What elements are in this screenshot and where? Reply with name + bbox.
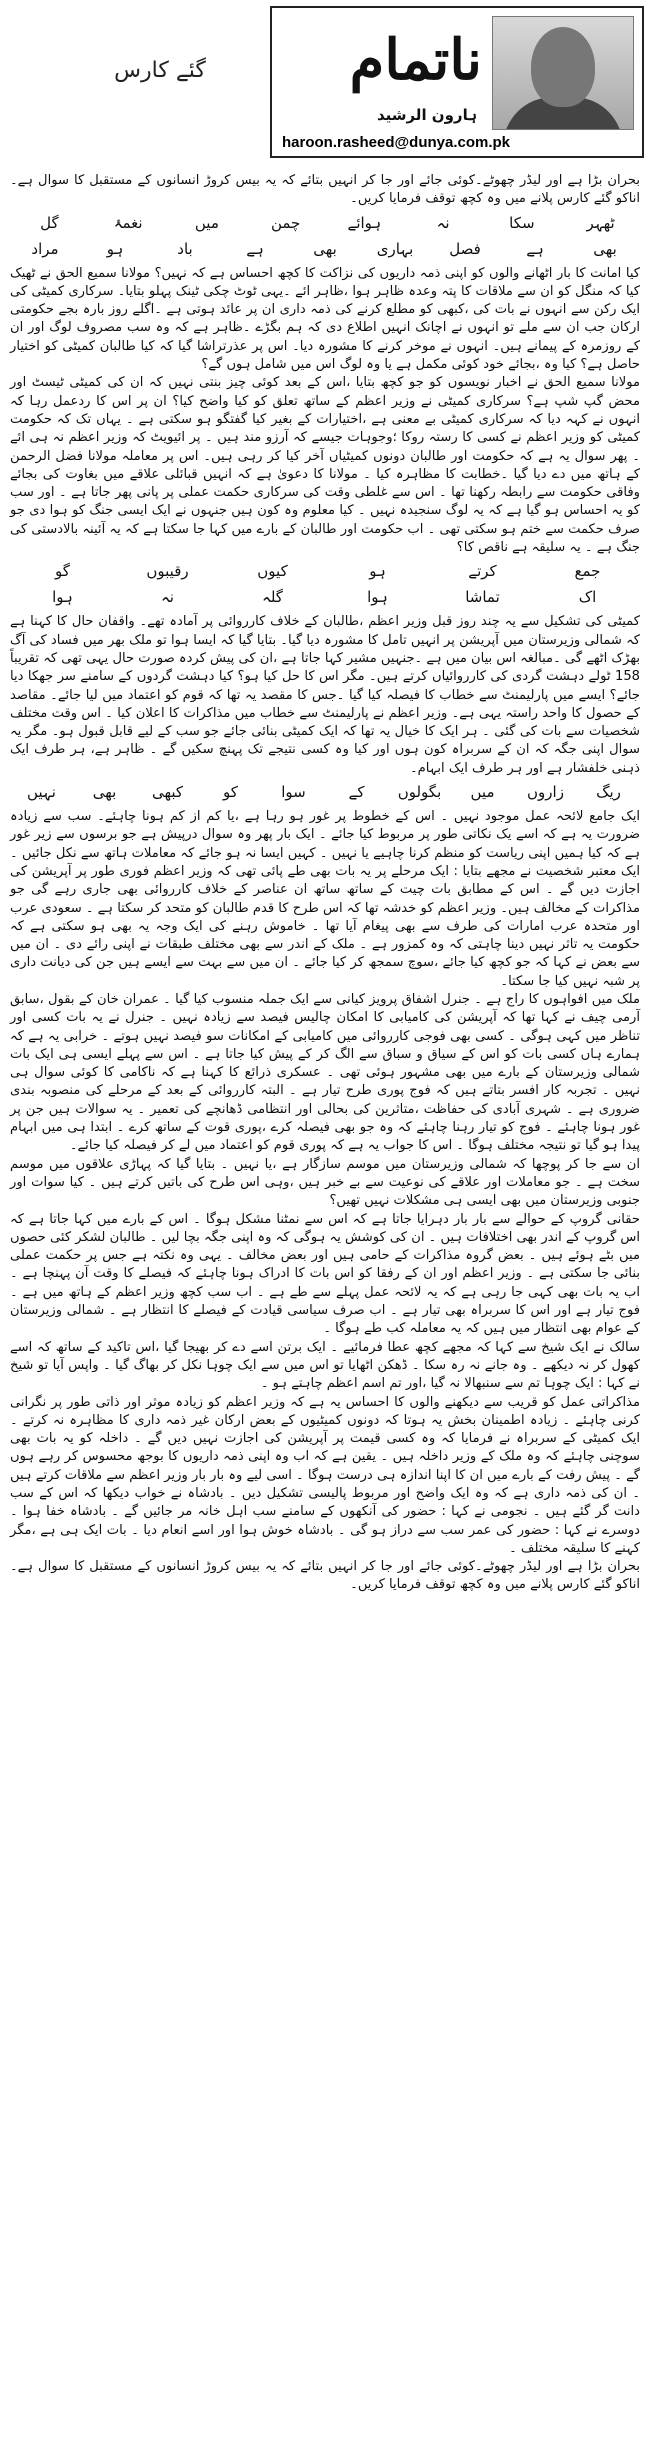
verse-word: ہے bbox=[526, 239, 544, 258]
author-name: ہارون الرشید bbox=[376, 106, 477, 124]
verse-word: رقیبوں bbox=[146, 562, 189, 581]
verse-word: بھی bbox=[92, 783, 117, 802]
article-headline: گئے کارس bbox=[114, 58, 206, 83]
author-photo bbox=[492, 16, 634, 130]
paragraph: ملک میں افواہوں کا راج ہے ۔ جنرل اشفاق پرویز کیانی سے ایک جملہ منسوب کیا گیا ۔ عمران خان کے بقول ،سابق آرمی چیف نے کہا تھا کہ آپریشن کی کامیابی کا امکان چالیس فیصد سے زیادہ نہیں ۔ جنرل نے یہ بات کسی اور تناظر میں کہی ہوگی ۔ کسی بھی فوجی کارروائی میں کامیابی کے امکانات سو فیصد نہیں ہوتے ۔ خرابی یہ ہے کہ ہمارے ہاں کسی بات کو اس کے سیاق و سباق سے الگ کر کے پیش کیا جاتا ہے ۔ اس سے پہلے ایسی ہی ایک بات شمالی وزیرستان کے بارے میں بھی مشہور ہوئی تھی ۔ عسکری ذرائع کا کہنا ہے کہ ناکامی کا کوئی سوال ہی نہیں ۔ تجربہ کار افسر بتاتے ہیں کہ فوج پوری طرح تیار ہے ۔ البتہ کارروائی کے بعد کے مرحلے کی منصوبہ بندی ضروری ہے ۔ شہری آبادی کی حفاظت ،متاثرین کی بحالی اور انتظامی ڈھانچے کی تعمیر ۔ یہ سوالات ہیں جن پر غور ہونا چاہئے ۔ فوج کو تیار رہنا چاہئے کہ وہ جو بھی فیصلہ کرے ،پوری قوت کے ساتھ کرے ۔ ابتدا ہی میں ابہام پیدا ہو گیا تو نتیجہ مختلف ہوگا ۔ اس کا جواب یہ ہے کہ پوری قوم کو اعتماد میں لے کر فیصلہ کیا جائے۔ bbox=[10, 991, 640, 1154]
paragraph: مولانا سمیع الحق نے اخبار نویسوں کو جو کچھ بتایا ،اس کے بعد کوئی چیز بنتی نہیں کہ ان کی کمیٹی ٹیسٹ اور محض گپ شپ ہے؟ سرکاری کمیٹی نے وزیر اعظم کے ساتھ تعلق کو کیا واضح کیا؟ ان پر اس کا ردعمل رہا کہ انہوں نے کہہ دیا کہ سرکاری کمیٹی بے معنی ہے ،اختیارات کے بغیر کیا گفتگو ہو سکتی ہے ۔ یہاں تک کہ حکومت کمیٹی کو وزیر اعظم نے کسی کا رستہ روکا ؛وجوہات جیسے کہ آرزو مند ہیں ۔ پر ائیویٹ کہ وزیر اعظم نہ ہی ائے ۔ پھر سوال یہ ہے کہ حکومت اور طالبان دونوں کمیٹیاں آخر کیا کر رہی ہیں۔ اس پر معاملہ مولانا فضل الرحمن کے ہاتھ میں دے دیا گیا ۔خطابت کا مظاہرہ کیا ۔ مولانا کا دعویٰ ہے کہ انہیں قبائلی علاقے میں بغاوت کی بجائے وفاقی حکومت سے رابطہ رکھنا تھا ۔ اس سے غلطی وقت کی سرکاری حکمت عملی پر پانی پھر جاتا ہے ۔ اور سب کو یہ احساس ہو گیا ہے کہ یہ لوگ سنجیدہ نہیں ۔ کیا معلوم وہ کون ہیں جنہوں نے ایک ایسی جنگ کو ہوا دی جو صرف حکمت سے ختم ہو سکتی تھی ۔ اب حکومت اور طالبان کے بارے میں کہا جا سکتا ہے کہ یہ آئینہ بالادستی کی جنگ ہے ۔ یہ سلیقہ ہے ناقص کا؟ bbox=[10, 375, 640, 556]
verse-word: کو bbox=[223, 783, 238, 802]
paragraph: کمیٹی کی تشکیل سے یہ چند روز قبل وزیر اعظم ،طالبان کے خلاف کارروائی پر آمادہ تھے۔ واقفان حال کا کہنا ہے کہ شمالی وزیرستان میں آپریشن پر انہیں تامل کا مشورہ دیا گیا۔ بتایا گیا کہ ایسا ہوا تو ملک بھر میں فساد کی آگ بھڑک اٹھے گی ۔مبالغہ اس بیان میں ہے ۔جنہیں مشیر کہا جاتا ہے ،ان کی پیش کردہ صورت حال یہی تھی کہ تقریباً 158 ٹولے دہشت گردی کی کارروائیاں کرتے ہیں۔ مگر اس کا حل کیا ہو؟ کیا دہشت گردوں کے سامنے سر جھکا دیا جائے؟ ایسے میں پارلیمنٹ سے خطاب کا فیصلہ کیا گیا ۔جس کا مقصد یہ تھا کہ قوم کو اعتماد میں لیا جائے۔ مقاصد کے حصول کا واحد راستہ یہی ہے۔ وزیر اعظم نے پارلیمنٹ سے خطاب میں مذاکرات کا اعلان کیا ۔ اس وقت مختلف شخصیات سے بات کی گئی ۔ ہر ایک کا خیال یہ تھا کہ ایک کمیٹی بنائی جائے جو سب کے لیے قابل قبول ہو۔ مگر یہ سوال اپنی جگہ کہ ان کے سربراہ کون ہوں اور کیا وہ کسی نتیجے تک پہنچ سکیں گے ۔ ظاہر ہے، ہر طرف ایک ذہنی خلفشار ہے اور ہر طرف ایک ابہام۔ bbox=[10, 614, 640, 776]
verse-block-3 bbox=[10, 782, 640, 802]
paragraph: ان سے جا کر پوچھا کہ شمالی وزیرستان میں موسم سازگار ہے ،یا نہیں ۔ بتایا گیا کہ پہاڑی علاقوں میں موسم سخت ہے ۔ جو معاملات اور علاقے کی نوعیت سے بے خبر ہیں ،وہی اس طرح کی باتیں کرتے ہیں ۔ کیا سوات اور جنوبی وزیرستان میں بھی ایسی ہی مشکلات نہیں تھیں؟ bbox=[10, 1156, 640, 1209]
verse-word: نغمۂ bbox=[113, 213, 143, 232]
paragraph: ایک جامع لائحہ عمل موجود نہیں ۔ اس کے خطوط پر غور ہو رہا ہے ،یا کم از کم ہونا چاہئے۔ سب سے زیادہ ضرورت یہ ہے کہ اسے یک نکاتی طور پر مربوط کیا جائے ۔ ایک بار پھر وہ سوال درپیش ہے جو برسوں سے زیر غور ہے کہ کیا ہمیں اپنی ریاست کو منظم کرنا چاہیے یا نہیں ۔ کہیں ایسا نہ ہو جائے کہ معاملات ہاتھ سے نکل جائیں ۔ ایک معتبر شخصیت نے مجھے بتایا : ایک مرحلے پر یہ بات بھی طے پائی تھی کہ وزیر اعظم فوری طور پر آپریشن کی اجازت دیں گے ۔ اس کے مطابق بات چیت کے ساتھ ساتھ ان عناصر کے خلاف کارروائی بھی جاری رہے گی جو مذاکرات کے مخالف ہیں۔ وزیر اعظم کو خدشہ تھا کہ اس طرح کا قدم طالبان کو متحد کر سکتا ہے ۔ سعودی عرب اور متحدہ عرب امارات کی طرف سے بھی پیغام آیا تھا ۔ خاموش رہنے کی ایک وجہ یہ بھی ہو سکتی ہے کہ حکومت یہ تاثر نہیں دینا چاہتی کہ وہ کمزور ہے ۔ ملک کے اندر سے بھی مختلف طبقات نے اپنی رائے دی ۔ ان میں سے بعض نے کہا کہ جو کچھ کیا جائے ،سوچ سمجھ کر کیا جائے ۔ ان میں سے بہت سے ایسے ہیں جن کی دیانت داری پر شبہ نہیں کیا جا سکتا۔ bbox=[10, 809, 640, 989]
column-masthead bbox=[270, 6, 644, 158]
verse-word: کرتے bbox=[468, 562, 497, 581]
verse-word: زاروں bbox=[527, 783, 564, 802]
verse-word: کیوں bbox=[257, 562, 288, 581]
photo-face bbox=[531, 27, 595, 107]
verse-block-2 bbox=[10, 561, 640, 581]
verse-word: ہوائے bbox=[347, 213, 382, 232]
verse-word: سوا bbox=[281, 783, 306, 802]
paragraph: کیا امانت کا بار اٹھانے والوں کو اپنی ذمہ داریوں کی نزاکت کا کچھ احساس ہے کہ نہیں؟ مولانا سمیع الحق نے ٹھیک کیا کہ منگل کو ان سے ملاقات کا پتہ وعدہ ظاہر ہوا ،ظاہر ائے ۔یہی ٹوٹ چکی ٹینک پہلو بتایا۔ سرکاری کمیٹی کی ایک رکن سے انہوں نے بات کی ،کبھی کو مطلع کرنے کی ذمہ داری ان پر عائد ہوتی ہے ۔اگلے روز بارہ بجے حکومتی ارکان جب ان سے ملے تو انہوں نے اچانک انہیں اطلاع دی کہ ہم بگڑے ۔ظاہر ہے کہ وہ سب مصروف لوگ اور ان کے روزمرہ کے پیمانے ہیں۔ انہوں نے موخر کرنے کا مشورہ دیا۔ اس پر عذرتراشا گیا کہ کیا طالبان کمیٹی کو اختیار حاصل ہے؟ کیا وہ ،بجائے خود کوئی مکمل ہے یا وہ لوگ اس میں شامل ہوں گے؟ bbox=[10, 265, 640, 373]
verse-word: نہ bbox=[436, 213, 450, 232]
verse-word: بھی bbox=[593, 239, 617, 258]
verse-word: چمن bbox=[270, 213, 301, 232]
paragraph: بحران بڑا ہے اور لیڈر چھوٹے۔کوئی جائے اور جا کر انہیں بتائے کہ یہ بیس کروڑ انسانوں کے مستقبل کا سوال ہے۔اناکو گئے کارس پلانے میں وہ کچھ توقف فرمایا کریں۔ bbox=[10, 1559, 640, 1593]
article-body bbox=[10, 172, 640, 1595]
verse-word: میں bbox=[194, 213, 219, 232]
paragraph: مذاکراتی عمل کو قریب سے دیکھنے والوں کا احساس یہ ہے کہ وزیر اعظم کو زیادہ موثر اور ذاتی طور پر نگرانی کرنی چاہئے ۔ زیادہ اطمینان بخش یہ ہوتا کہ دونوں کمیٹیوں کے بعض ارکان غیر ذمہ داری کا مظاہرہ نہ کرتے ۔ ایک کمیٹی کے سربراہ نے فرمایا کہ وہ کسی قیمت پر آپریشن کی اجازت نہیں دیں گے ۔ داخلہ کو یہ بات بھی سوچنی چاہئے کہ وہ ملک کے وزیر داخلہ ہیں ۔ یقین ہے کہ اب وہ اپنی ذمہ داریوں کا بوجھ محسوس کر رہے ہوں گے ۔ پیش رفت کے بارے میں ان کا اپنا اندازہ ہی درست ہوگا ۔ اسی لیے وہ بار بار وزیر اعظم سے ملاقات کرتے ہیں ۔ ان کی ذمہ داری ہے کہ وہ ایک واضح اور مربوط پالیسی تشکیل دیں ۔ بادشاہ نے خواب دیکھا کہ اس کے سب دانت گر گئے ہیں ۔ نجومی نے کہا : حضور کی آنکھوں کے سامنے سب اہل خانہ مر جائیں گے ۔ بادشاہ خفا ہوا ۔ دوسرے نے کہا : حضور کی عمر سب سے دراز ہو گی ۔ بادشاہ خوش ہوا اور اسے انعام دیا ۔ بات ایک ہی ہے ،مگر کہنے کا سلیقہ مختلف ۔ bbox=[10, 1394, 640, 1556]
verse-word: ہو bbox=[106, 239, 124, 258]
paragraph: بحران بڑا ہے اور لیڈر چھوٹے۔کوئی جائے اور جا کر انہیں بتائے کہ یہ بیس کروڑ انسانوں کے مستقبل کا سوال ہے۔اناکو گئے کارس پلانے میں وہ کچھ توقف فرمایا کریں۔ bbox=[10, 173, 640, 207]
verse-word: تماشا bbox=[465, 588, 500, 607]
verse-word: ہوا bbox=[52, 588, 73, 607]
verse-word: میں bbox=[470, 783, 495, 802]
verse-word: ہے bbox=[246, 239, 264, 258]
verse-word: نہ bbox=[161, 588, 174, 607]
verse-word: بگولوں bbox=[397, 783, 442, 802]
verse-word: کبھی bbox=[151, 783, 184, 802]
verse-word: بہاری bbox=[376, 239, 414, 258]
verse-word: گل bbox=[40, 213, 59, 232]
column-title: ناتمام bbox=[349, 27, 482, 93]
verse-word: مراد bbox=[31, 239, 59, 258]
verse-word: گو bbox=[55, 562, 70, 581]
author-email[interactable]: haroon.rasheed@dunya.com.pk bbox=[282, 134, 511, 151]
verse-word: ٹھہر bbox=[586, 213, 615, 232]
verse-block-2b bbox=[10, 587, 640, 607]
verse-word: بھی bbox=[313, 239, 337, 258]
verse-word: جمع bbox=[574, 562, 601, 581]
verse-word: گلہ bbox=[262, 588, 283, 607]
verse-block-1 bbox=[10, 213, 640, 233]
paragraph: سالک نے ایک شیخ سے کہا کہ مجھے کچھ عطا فرمائیے ۔ ایک برتن اسے دے کر بھیجا گیا ،اس تاکید کے ساتھ کہ اسے کھول کر نہ دیکھے ۔ وہ جانے نہ رہ سکا ۔ ڈھکن اٹھایا تو اس میں سے ایک چوہا نکل کر بھاگ گیا ۔ واپس آیا تو شیخ نے کہا : ایک چوہا تم سے سنبھالا نہ گیا ،اور تم اسم اعظم چاہتے ہو ۔ bbox=[10, 1339, 640, 1392]
verse-word: باد bbox=[177, 239, 193, 258]
verse-word: فصل bbox=[449, 239, 481, 258]
verse-word: ریگ bbox=[596, 783, 621, 802]
verse-block-1b bbox=[10, 239, 640, 259]
verse-word: اک bbox=[578, 588, 597, 607]
verse-word: کے bbox=[348, 783, 365, 802]
verse-word: ہو bbox=[369, 562, 386, 581]
paragraph: حقانی گروپ کے حوالے سے بار بار دہرایا جاتا ہے کہ اس سے نمٹنا مشکل ہوگا ۔ اس کے بارے میں کہا جاتا ہے کہ اس گروپ کے اندر بھی اختلافات ہیں ۔ ان کی کوشش یہ ہوگی کہ وہ اپنی جگہ بچا لیں ۔ طالبان لشکر کئی حصوں میں بٹے ہوئے ہیں ۔ بعض گروہ مذاکرات کے حامی ہیں اور بعض مخالف ۔ یہی وہ نکتہ ہے جس پر حکمت عملی بنائی جا سکتی ہے ۔ وزیر اعظم اور ان کے رفقا کو اس بات کا ادراک ہونا چاہئے کہ فیصلے کا وقت آن پہنچا ہے ۔ اب یہ بات بھی کہی جا رہی ہے کہ یہ لائحہ عمل پہلے سے طے ہے ۔ اب سب کچھ وزیر اعظم کے ہاتھ میں ہے ۔ فوج تیار ہے اور اس کا سربراہ بھی تیار ہے ۔ اب صرف سیاسی قیادت کے فیصلے کا انتظار ہے ۔ شمالی وزیرستان کے عوام بھی انتظار میں ہیں کہ یہ معاملہ کب طے ہوگا ۔ bbox=[10, 1211, 640, 1337]
verse-word: نہیں bbox=[27, 783, 56, 802]
verse-word: سکا bbox=[509, 213, 535, 232]
verse-word: ہوا bbox=[367, 588, 388, 607]
